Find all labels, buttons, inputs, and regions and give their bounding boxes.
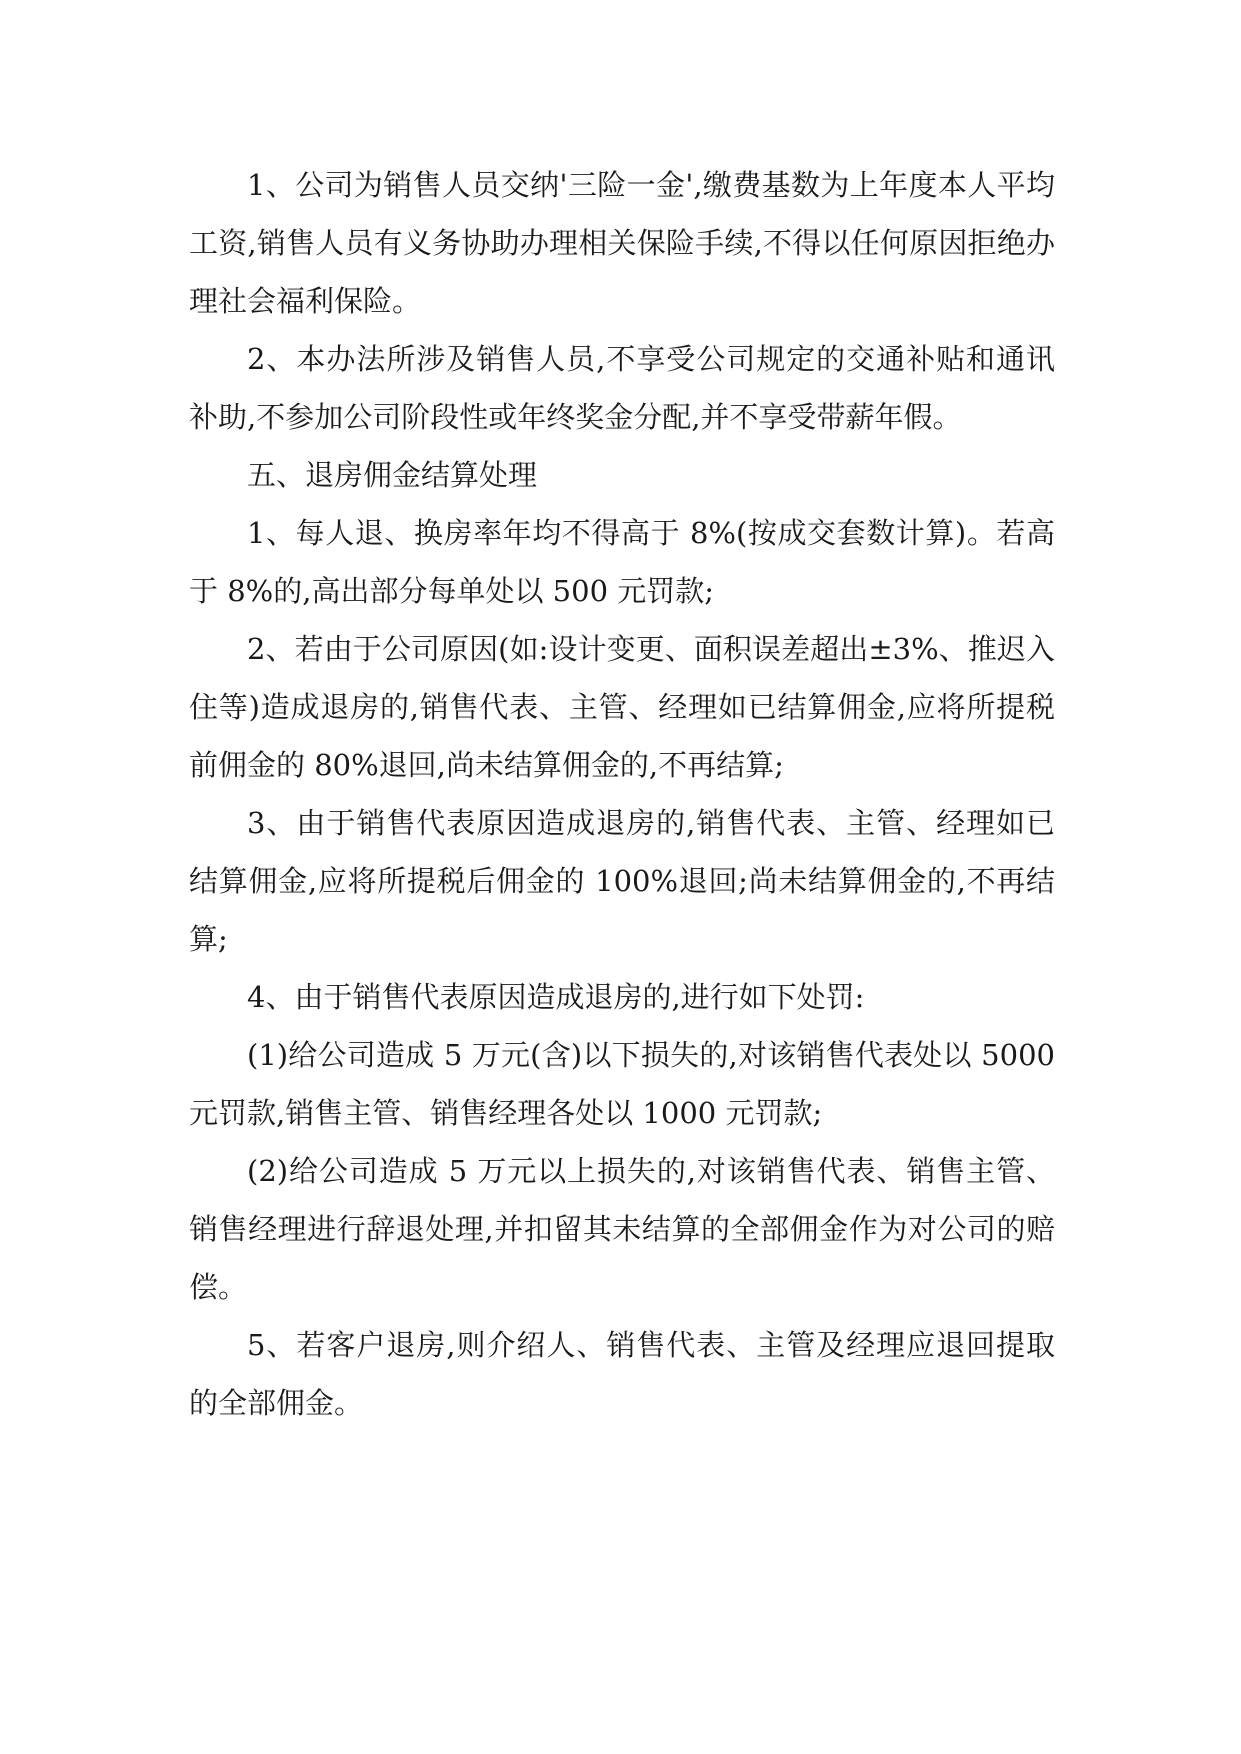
- paragraph-sales-cause: 3、由于销售代表原因造成退房的,销售代表、主管、经理如已结算佣金,应将所提税后佣金的 100%退回;尚未结算佣金的,不再结算;: [189, 806, 1055, 956]
- paragraph-penalty-intro: 4、由于销售代表原因造成退房的,进行如下处罚:: [247, 980, 865, 1014]
- paragraph-customer-refund: 5、若客户退房,则介绍人、销售代表、主管及经理应退回提取的全部佣金。: [189, 1328, 1055, 1420]
- paragraph-subsidy: 2、本办法所涉及销售人员,不享受公司规定的交通补贴和通讯补助,不参加公司阶段性或年终奖金分配,并不享受带薪年假。: [189, 342, 1055, 434]
- document-page: [189, 156, 1055, 1432]
- paragraph-company-cause: 2、若由于公司原因(如:设计变更、面积误差超出±3%、推迟入住等)造成退房的,销售代表、主管、经理如已结算佣金,应将所提税前佣金的 80%退回,尚未结算佣金的,不再结算;: [189, 632, 1055, 782]
- paragraph-penalty-1: (1)给公司造成 5 万元(含)以下损失的,对该销售代表处以 5000 元罚款,销售主管、销售经理各处以 1000 元罚款;: [189, 1038, 1055, 1130]
- paragraph-penalty-2: (2)给公司造成 5 万元以上损失的,对该销售代表、销售主管、销售经理进行辞退处理,并扣留其未结算的全部佣金作为对公司的赔偿。: [189, 1154, 1055, 1304]
- paragraph-insurance: 1、公司为销售人员交纳'三险一金',缴费基数为上年度本人平均工资,销售人员有义务协助办理相关保险手续,不得以任何原因拒绝办理社会福利保险。: [189, 168, 1055, 318]
- section-heading-refund-commission: 五、退房佣金结算处理: [247, 458, 538, 492]
- paragraph-refund-rate: 1、每人退、换房率年均不得高于 8%(按成交套数计算)。若高于 8%的,高出部分每单处以 500 元罚款;: [189, 516, 1055, 608]
